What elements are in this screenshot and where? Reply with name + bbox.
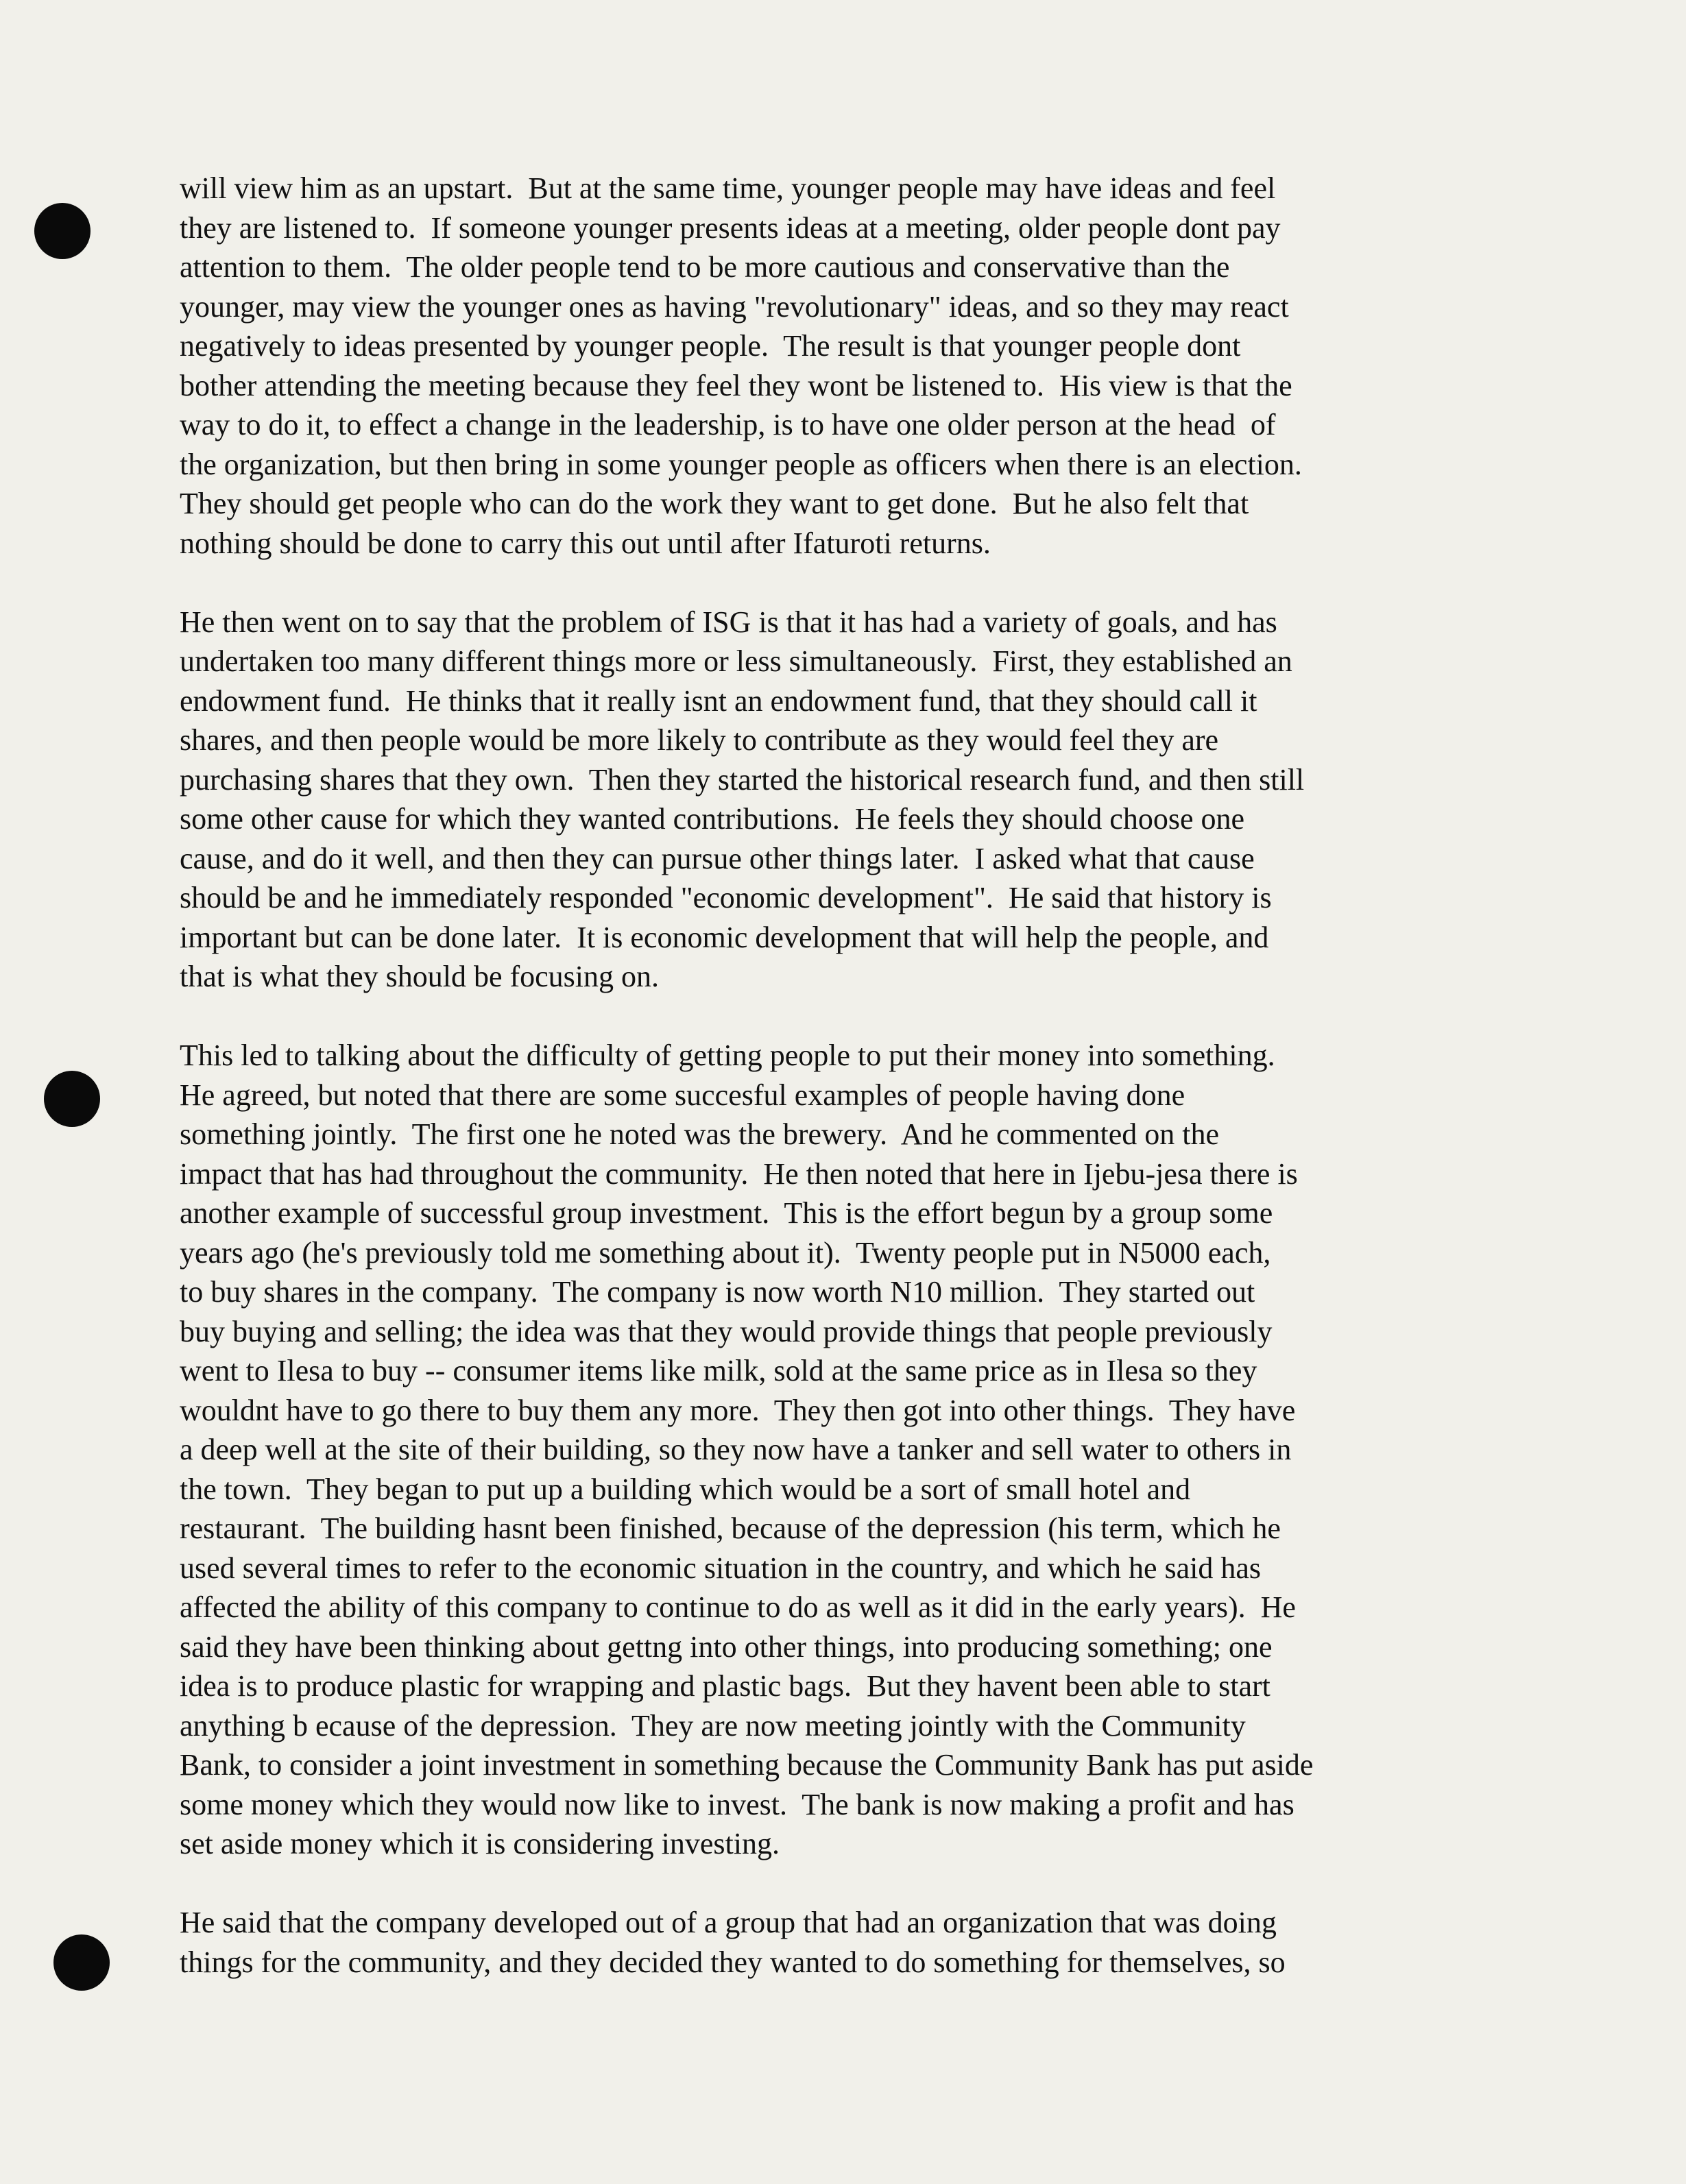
text-line: restaurant. The building hasnt been finished, because of the depression (his term, which he [180, 1512, 1281, 1545]
text-line: This led to talking about the difficulty of getting people to put their money into something. [180, 1039, 1275, 1072]
text-line: set aside money which it is considering investing. [180, 1827, 780, 1860]
text-line: He then went on to say that the problem of ISG is that it has had a variety of goals, and has [180, 605, 1277, 639]
text-line: said they have been thinking about gettng into other things, into producing something; one [180, 1629, 1273, 1664]
paragraph [180, 603, 1551, 997]
text-line: went to Ilesa to buy -- consumer items like milk, sold at the same price as in Ilesa so they [180, 1354, 1257, 1387]
text-line: something jointly. The first one he noted was the brewery. And he commented on the [180, 1117, 1220, 1151]
text-line: He agreed, but noted that there are some succesful examples of people having done [180, 1078, 1185, 1112]
text-line: used several times to refer to the economic situation in the country, and which he said has [180, 1551, 1262, 1585]
text-line: cause, and do it well, and then they can pursue other things later. I asked what that cause [180, 841, 1255, 875]
text-line: attention to them. The older people tend to be more cautious and conservative than the [180, 250, 1230, 284]
binder-hole [34, 203, 91, 259]
text-line: endowment fund. He thinks that it really isnt an endowment fund, that they should call it [180, 683, 1257, 718]
text-line: way to do it, to effect a change in the leadership, is to have one older person at the head of [180, 408, 1276, 441]
paragraph [180, 1036, 1551, 1864]
text-line: anything b ecause of the depression. They are now meeting jointly with the Community [180, 1708, 1246, 1743]
text-line: some money which they would now like to invest. The bank is now making a profit and has [180, 1787, 1294, 1821]
text-line: another example of successful group investment. This is the effort begun by a group some [180, 1196, 1273, 1230]
binder-hole [53, 1934, 110, 1991]
paragraph [180, 1903, 1551, 1982]
document-body [180, 169, 1551, 2022]
text-line: the organization, but then bring in some younger people as officers when there is an election. [180, 447, 1302, 481]
text-line: important but can be done later. It is economic development that will help the people, and [180, 920, 1269, 954]
text-line: idea is to produce plastic for wrapping and plastic bags. But they havent been able to start [180, 1669, 1270, 1703]
text-line: shares, and then people would be more likely to contribute as they would feel they are [180, 723, 1219, 757]
paragraph [180, 169, 1551, 563]
text-line: things for the community, and they decided they wanted to do something for themselves, so [180, 1945, 1286, 1979]
text-line: years ago (he's previously told me something about it). Twenty people put in N5000 each, [180, 1235, 1271, 1270]
text-line: affected the ability of this company to continue to do as well as it did in the early years). He [180, 1590, 1296, 1624]
text-line: younger, may view the younger ones as having "revolutionary" ideas, and so they may react [180, 289, 1289, 324]
text-line: nothing should be done to carry this out until after Ifaturoti returns. [180, 526, 991, 560]
text-line: bother attending the meeting because they feel they wont be listened to. His view is that the [180, 368, 1292, 402]
text-line: impact that has had throughout the community. He then noted that here in Ijebu-jesa there is [180, 1156, 1298, 1191]
text-line: They should get people who can do the work they want to get done. But he also felt that [180, 487, 1249, 520]
text-line: a deep well at the site of their building, so they now have a tanker and sell water to others in [180, 1433, 1292, 1466]
text-line: He said that the company developed out of a group that had an organization that was doing [180, 1906, 1277, 1939]
text-line: Bank, to consider a joint investment in something because the Community Bank has put aside [180, 1748, 1314, 1782]
binder-hole [44, 1071, 100, 1127]
text-line: some other cause for which they wanted contributions. He feels they should choose one [180, 802, 1245, 836]
text-line: purchasing shares that they own. Then they started the historical research fund, and then still [180, 762, 1305, 797]
text-line: buy buying and selling; the idea was that they would provide things that people previously [180, 1314, 1273, 1348]
text-line: should be and he immediately responded "economic development". He said that history is [180, 881, 1272, 914]
text-line: to buy shares in the company. The company is now worth N10 million. They started out [180, 1275, 1255, 1309]
text-line: that is what they should be focusing on. [180, 960, 660, 993]
text-line: undertaken too many different things more or less simultaneously. First, they established an [180, 644, 1292, 678]
text-line: the town. They began to put up a building which would be a sort of small hotel and [180, 1472, 1191, 1506]
text-line: will view him as an upstart. But at the same time, younger people may have ideas and feel [180, 171, 1276, 205]
text-line: wouldnt have to go there to buy them any more. They then got into other things. They have [180, 1393, 1296, 1427]
text-line: they are listened to. If someone younger presents ideas at a meeting, older people dont pay [180, 210, 1281, 245]
text-line: negatively to ideas presented by younger people. The result is that younger people dont [180, 329, 1241, 363]
